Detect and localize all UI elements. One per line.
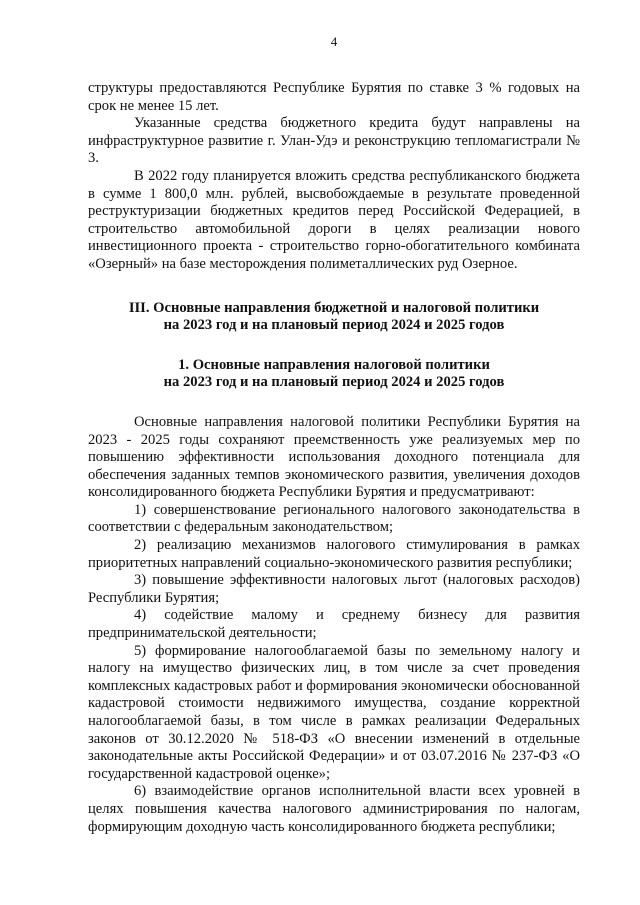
list-item-1: 1) совершенствование регионального налогового законодательства в соответствии с федеральным законодательством; xyxy=(88,501,580,536)
list-item-4: 4) содействие малому и среднему бизнесу для развития предпринимательской деятельности; xyxy=(88,607,580,642)
spacer xyxy=(88,335,580,357)
document-page xyxy=(88,34,580,836)
section-heading-line1: III. Основные направления бюджетной и налоговой политики xyxy=(128,299,540,316)
paragraph-credit-purpose: Указанные средства бюджетного кредита будут направлены на инфраструктурное развитие г. Улан-Удэ и реконструкцию тепломагистрали № 3. xyxy=(88,115,580,167)
subsection-heading-line2: на 2023 год и на плановый период 2024 и 2025 годов xyxy=(163,374,505,391)
list-item-5: 5) формирование налогооблагаемой базы по земельному налогу и налогу на имущество физических лиц, в том числе за счет проведения комплексных кадастровых работ и формирования экономически обоснованной кадастровой стоимости недвижимого имущества, создание корректной налогооблагаемой базы, в том числе в рамках реализации Федеральных законов от 30.12.2020 № 518-ФЗ «О внесении изменений в отдельные законодательные акты Российской Федерации» и от 03.07.2016 № 237-ФЗ «О государственной кадастровой оценке»; xyxy=(88,642,580,782)
list-item-3: 3) повышение эффективности налоговых льгот (налоговых расходов) Республики Бурятия; xyxy=(88,572,580,606)
subsection-heading-line1: 1. Основные направления налоговой политики xyxy=(178,356,490,373)
paragraph-tax-policy-intro: Основные направления налоговой политики Республики Бурятия на 2023 - 2025 годы сохраняют преемственность уже реализуемых мер по повышению эффективности использования доходного потенциала для обеспечения заданных темпов экономического развития, увеличения доходов консолидированного бюджета Республики Бурятия и предусматривают: xyxy=(88,413,580,501)
paragraph-continuation: структуры предоставляются Республике Бурятия по ставке 3 % годовых на срок не менее 15 лет. xyxy=(88,80,580,114)
list-item-2: 2) реализацию механизмов налогового стимулирования в рамках приоритетных направлений социально-экономического развития республики; xyxy=(88,537,580,571)
spacer xyxy=(88,392,580,414)
page-number: 4 xyxy=(330,34,338,49)
list-item-6: 6) взаимодействие органов исполнительной власти всех уровней в целях повышения качества налогового администрирования по налогам, формирующим доходную часть консолидированного бюджета республики; xyxy=(88,783,580,835)
section-heading-line2: на 2023 год и на плановый период 2024 и 2025 годов xyxy=(163,317,505,334)
spacer xyxy=(88,274,580,300)
paragraph-2022-investment: В 2022 году планируется вложить средства республиканского бюджета в сумме 1 800,0 млн. рублей, высвобождаемые в результате проведенной реструктуризации бюджетных кредитов перед Российской Федерацией, в строительство автомобильной дороги в целях реализации нового инвестиционного проекта - строительство горно-обогатительного комбината «Озерный» на базе месторождения полиметаллических руд Озерное. xyxy=(88,167,580,272)
